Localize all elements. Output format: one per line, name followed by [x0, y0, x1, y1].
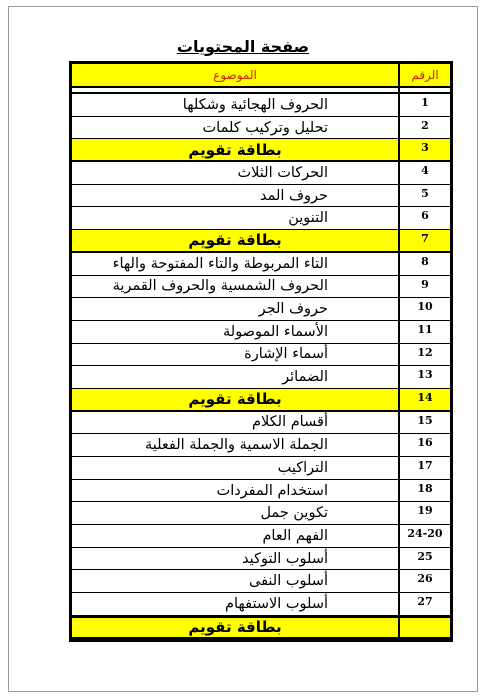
row-topic: الحركات الثلاث [237, 164, 328, 181]
table-row [72, 117, 450, 140]
row-number: 2 [398, 117, 450, 139]
row-topic: الفهم العام [262, 527, 328, 544]
row-topic: بطاقة تقويم [188, 140, 282, 159]
row-number: 25 [398, 548, 450, 570]
row-number: 4 [398, 162, 450, 184]
row-topic: بطاقة تقويم [188, 231, 282, 250]
row-topic: الضمائر [282, 369, 328, 386]
table-row [72, 434, 450, 457]
row-topic: أسماء الإشارة [244, 346, 328, 363]
evaluation-card-row [72, 230, 450, 253]
table-row [72, 548, 450, 571]
row-topic: التراكيب [277, 459, 328, 476]
table-row [72, 366, 450, 389]
row-number: 14 [398, 389, 450, 410]
row-topic: التنوين [288, 210, 328, 227]
row-number: 24-20 [398, 525, 450, 547]
row-topic: الحروف الهجائية وشكلها [182, 96, 328, 113]
row-number: 18 [398, 480, 450, 502]
row-number: 11 [398, 321, 450, 343]
row-topic: أسلوب الاستفهام [225, 595, 328, 612]
row-number: 7 [398, 230, 450, 251]
row-number: 9 [398, 276, 450, 298]
table-row [72, 276, 450, 299]
page-title: صفحة المحتويات [176, 37, 310, 56]
row-number: 6 [398, 207, 450, 229]
row-number: 5 [398, 185, 450, 207]
row-number: 17 [398, 457, 450, 479]
table-row [72, 344, 450, 367]
row-number: 13 [398, 366, 450, 388]
row-number: 19 [398, 502, 450, 524]
row-topic: حروف الجر [258, 301, 328, 318]
evaluation-card-row [72, 139, 450, 162]
row-topic: استخدام المفردات [216, 482, 328, 499]
table-row [72, 412, 450, 435]
table-row [72, 525, 450, 548]
table-row [72, 502, 450, 525]
table-header-row [72, 64, 450, 88]
row-topic: أقسام الكلام [252, 414, 328, 431]
row-topic: الجملة الاسمية والجملة الفعلية [144, 437, 328, 454]
evaluation-card-row [72, 389, 450, 412]
row-number: 27 [398, 593, 450, 615]
row-number: 8 [398, 253, 450, 275]
row-number: 16 [398, 434, 450, 456]
table-body [72, 94, 450, 639]
header-topic: الموضوع [213, 68, 257, 82]
row-topic: بطاقة تقويم [188, 618, 282, 637]
row-topic: بطاقة تقويم [188, 390, 282, 409]
table-row [72, 162, 450, 185]
table-row [72, 480, 450, 503]
row-number: 3 [398, 139, 450, 160]
row-number: 1 [398, 94, 450, 116]
row-topic: تكوين جمل [260, 505, 328, 522]
row-topic: التاء المربوطة والتاء المفتوحة والهاء [112, 255, 328, 272]
table-row [72, 298, 450, 321]
row-topic: الأسماء الموصولة [223, 323, 328, 340]
table-row [72, 457, 450, 480]
row-number: 15 [398, 412, 450, 434]
contents-table [69, 61, 453, 642]
evaluation-card-row [72, 616, 450, 639]
table-row [72, 253, 450, 276]
row-topic: الحروف الشمسية والحروف القمرية [112, 278, 328, 295]
page-frame [8, 6, 478, 692]
table-row [72, 94, 450, 117]
row-number: 10 [398, 298, 450, 320]
table-row [72, 321, 450, 344]
row-topic: أسلوب النفى [249, 573, 328, 590]
row-topic: حروف المد [259, 187, 328, 204]
row-topic: أسلوب التوكيد [242, 550, 328, 567]
table-row [72, 570, 450, 593]
table-row [72, 207, 450, 230]
table-row [72, 593, 450, 616]
header-number: الرقم [398, 64, 450, 86]
row-number [398, 618, 450, 637]
row-number: 12 [398, 344, 450, 366]
row-number: 26 [398, 570, 450, 592]
row-topic: تحليل وتركيب كلمات [202, 119, 328, 136]
table-row [72, 185, 450, 208]
